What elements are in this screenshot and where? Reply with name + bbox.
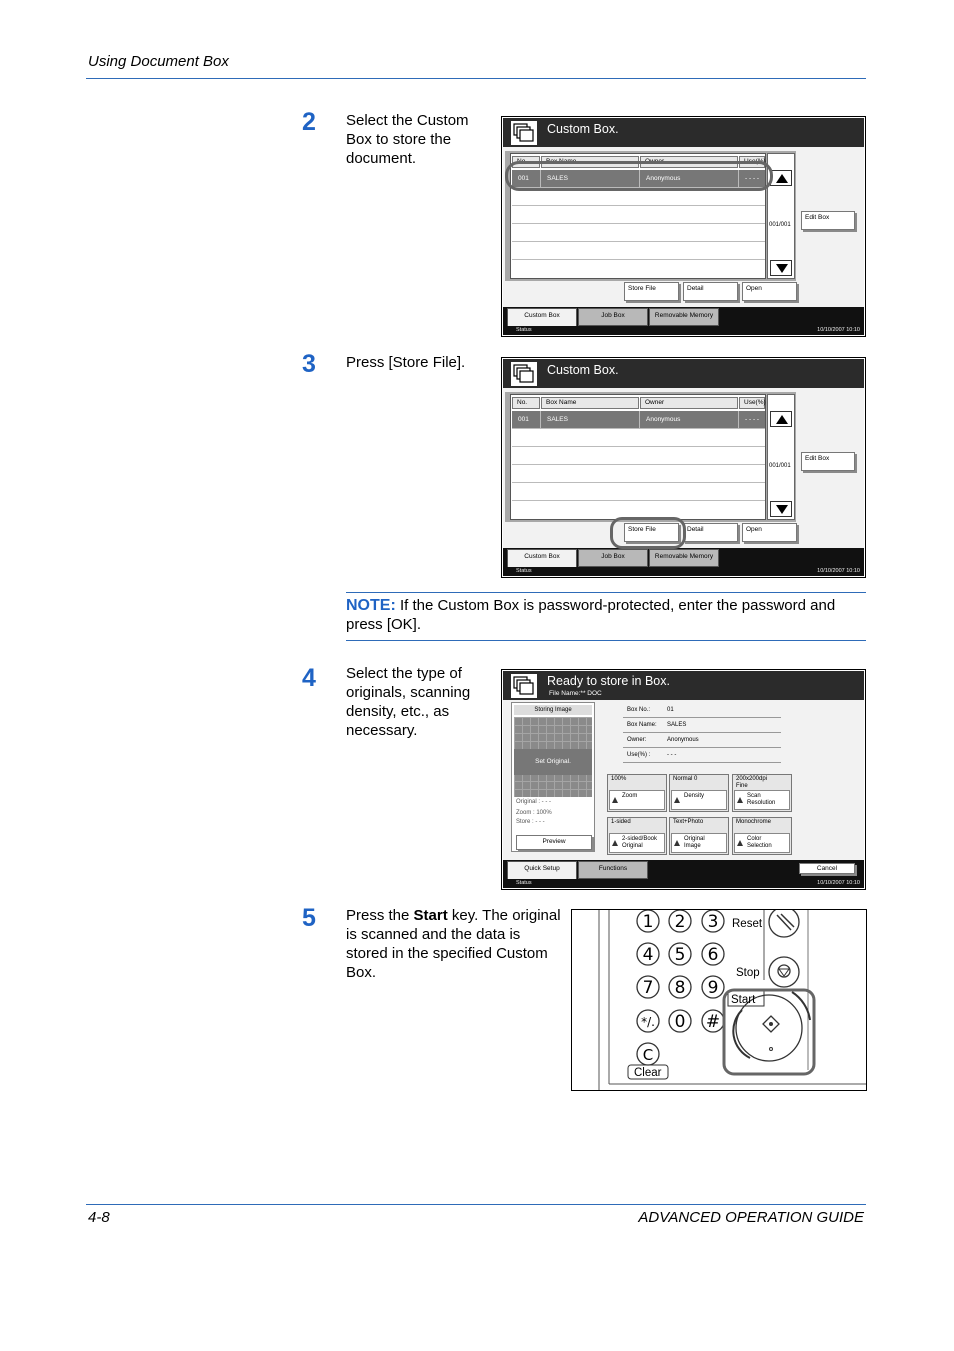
original-image-button[interactable]: Text+Photo Original Image	[669, 817, 729, 855]
open-button[interactable]: Open	[742, 282, 797, 301]
scroll-down-icon[interactable]	[770, 260, 792, 276]
col-no[interactable]: No.	[512, 397, 540, 409]
col-use[interactable]: Use(%)	[739, 397, 765, 409]
step-4-number: 4	[302, 664, 316, 692]
zoom-info: Zoom : 100%	[516, 810, 552, 816]
box-row-sales[interactable]: 001 SALES Anonymous - - - -	[512, 411, 765, 429]
status-datetime: 10/10/2007 10:10	[817, 568, 860, 574]
svg-text:C: C	[642, 1046, 654, 1064]
table-row	[512, 447, 765, 465]
table-row	[512, 465, 765, 483]
tab-job-box[interactable]: Job Box	[578, 308, 648, 326]
status-datetime: 10/10/2007 10:10	[817, 327, 860, 333]
triangle-icon	[674, 840, 680, 846]
svg-text:7: 7	[642, 978, 654, 998]
step-4-text: Select the type of originals, scanning density, etc., as necessary.	[346, 665, 471, 739]
scroll-up-icon[interactable]	[770, 411, 792, 427]
note-text: If the Custom Box is password-protected, enter the password and press [OK].	[346, 597, 836, 633]
triangle-icon	[737, 840, 743, 846]
triangle-icon	[612, 840, 618, 846]
scan-resolution-button[interactable]: 200x200dpi Fine Scan Resolution	[732, 774, 792, 812]
triangle-icon	[674, 797, 680, 803]
svg-text:4: 4	[642, 945, 654, 965]
detail-button[interactable]: Detail	[683, 523, 738, 542]
note-block	[346, 596, 868, 634]
edit-box-button[interactable]: Edit Box	[801, 452, 855, 471]
zoom-button[interactable]: 100% Zoom	[607, 774, 667, 812]
tab-job-box[interactable]: Job Box	[578, 549, 648, 567]
step-3-number: 3	[302, 350, 316, 378]
cancel-button[interactable]: Cancel	[799, 863, 855, 874]
screen-title-bar	[503, 359, 864, 388]
document-box-icon	[510, 673, 538, 699]
page-indicator: 001/001	[769, 222, 791, 228]
svg-text:6: 6	[707, 945, 719, 965]
document-box-icon	[510, 120, 538, 146]
storing-image-label: Storing Image	[514, 705, 592, 715]
density-button[interactable]: Normal 0 Density	[669, 774, 729, 812]
two-sided-book-original-button[interactable]: 1-sided 2-sided/Book Original	[607, 817, 667, 855]
tab-removable-memory[interactable]: Removable Memory	[649, 308, 719, 326]
tab-custom-box[interactable]: Custom Box	[507, 308, 577, 328]
start-label: Start	[731, 994, 756, 1006]
svg-text:8: 8	[674, 978, 686, 998]
file-name: File Name:** DOC	[549, 690, 602, 697]
store-info: Store : - - -	[516, 819, 545, 825]
footer-rule	[86, 1204, 866, 1205]
status-datetime: 10/10/2007 10:10	[817, 880, 860, 886]
table-row	[512, 206, 765, 224]
note-rule-top	[346, 592, 866, 593]
open-button[interactable]: Open	[742, 523, 797, 542]
step-2-number: 2	[302, 108, 316, 136]
custom-box-screen-2	[501, 357, 866, 578]
table-row	[512, 242, 765, 260]
highlight-oval	[505, 161, 773, 191]
info-box-no: Box No.: 01	[623, 703, 781, 718]
screen-title: Ready to store in Box.	[547, 674, 670, 688]
status-bar	[503, 879, 864, 888]
original-info: Original : - - -	[516, 799, 552, 805]
reset-label: Reset	[732, 918, 763, 930]
guide-title: ADVANCED OPERATION GUIDE	[638, 1209, 864, 1226]
store-file-button[interactable]: Store File	[624, 282, 679, 301]
note-rule-bottom	[346, 640, 866, 641]
header-rule	[86, 78, 866, 79]
store-file-button[interactable]: Store File	[624, 523, 679, 542]
status-label[interactable]: Status	[516, 880, 532, 886]
document-box-icon	[510, 361, 538, 387]
step-3-text: Press [Store File].	[346, 354, 466, 371]
table-row	[512, 483, 765, 501]
step-2-text: Select the Custom Box to store the document.	[346, 112, 469, 167]
page-indicator: 001/001	[769, 463, 791, 469]
svg-text:#: #	[705, 1012, 721, 1032]
table-row	[512, 429, 765, 447]
operation-panel-photo	[571, 909, 867, 1091]
detail-button[interactable]: Detail	[683, 282, 738, 301]
col-owner[interactable]: Owner	[640, 156, 738, 168]
col-box-name[interactable]: Box Name	[541, 156, 639, 168]
edit-box-button[interactable]: Edit Box	[801, 211, 855, 230]
header-title: Using Document Box	[88, 53, 229, 70]
status-label[interactable]: Status	[516, 568, 532, 574]
screen-title-bar	[503, 118, 864, 147]
tab-removable-memory[interactable]: Removable Memory	[649, 549, 719, 567]
svg-text:0: 0	[674, 1012, 686, 1032]
clear-label: Clear	[634, 1067, 662, 1079]
list-scrollbar[interactable]	[767, 394, 795, 520]
status-bar	[503, 567, 864, 576]
col-owner[interactable]: Owner	[640, 397, 738, 409]
table-row	[512, 224, 765, 242]
preview-panel	[511, 702, 595, 852]
info-owner: Owner: Anonymous	[623, 733, 781, 748]
step-5-text: Press the Start key. The original is scanned and the data is stored in the specified Custom Box.	[346, 907, 561, 981]
svg-text:5: 5	[674, 945, 686, 965]
svg-text:1: 1	[642, 912, 654, 932]
scroll-down-icon[interactable]	[770, 501, 792, 517]
tab-quick-setup[interactable]: Quick Setup	[507, 861, 577, 881]
scroll-up-icon[interactable]	[770, 170, 792, 186]
stop-key	[769, 957, 799, 987]
start-key-label: Start	[413, 907, 448, 924]
set-original-message: Set Original.	[514, 749, 592, 775]
keypad-illustration	[572, 910, 867, 1091]
screen-title: Custom Box.	[547, 122, 619, 136]
col-use[interactable]: Use(%)	[739, 156, 765, 168]
screen-title-bar	[503, 671, 864, 700]
triangle-icon	[737, 797, 743, 803]
table-row	[512, 260, 765, 278]
triangle-icon	[612, 797, 618, 803]
stop-label: Stop	[736, 967, 760, 979]
note-label: NOTE:	[346, 597, 396, 614]
tab-custom-box[interactable]: Custom Box	[507, 549, 577, 569]
col-no[interactable]: No.	[512, 156, 540, 168]
svg-text:9: 9	[707, 978, 719, 998]
store-in-box-screen	[501, 669, 866, 890]
status-label[interactable]: Status	[516, 327, 532, 333]
svg-text:*/.: */.	[641, 1015, 655, 1029]
info-use: Use(%) : - - -	[623, 748, 781, 763]
svg-text:2: 2	[674, 912, 686, 932]
step-5-number: 5	[302, 904, 316, 932]
preview-button[interactable]: Preview	[516, 835, 592, 850]
info-box-name: Box Name: SALES	[623, 718, 781, 733]
svg-text:3: 3	[707, 912, 719, 932]
color-selection-button[interactable]: Monochrome Color Selection	[732, 817, 792, 855]
tab-functions[interactable]: Functions	[578, 861, 648, 879]
col-box-name[interactable]: Box Name	[541, 397, 639, 409]
preview-image	[514, 717, 592, 797]
screen-title: Custom Box.	[547, 363, 619, 377]
custom-box-screen-1	[501, 116, 866, 337]
page-number: 4-8	[88, 1209, 110, 1226]
box-row-sales[interactable]: 001 SALES Anonymous - - - -	[512, 170, 765, 188]
highlight-oval	[610, 517, 686, 549]
status-bar	[503, 326, 864, 335]
